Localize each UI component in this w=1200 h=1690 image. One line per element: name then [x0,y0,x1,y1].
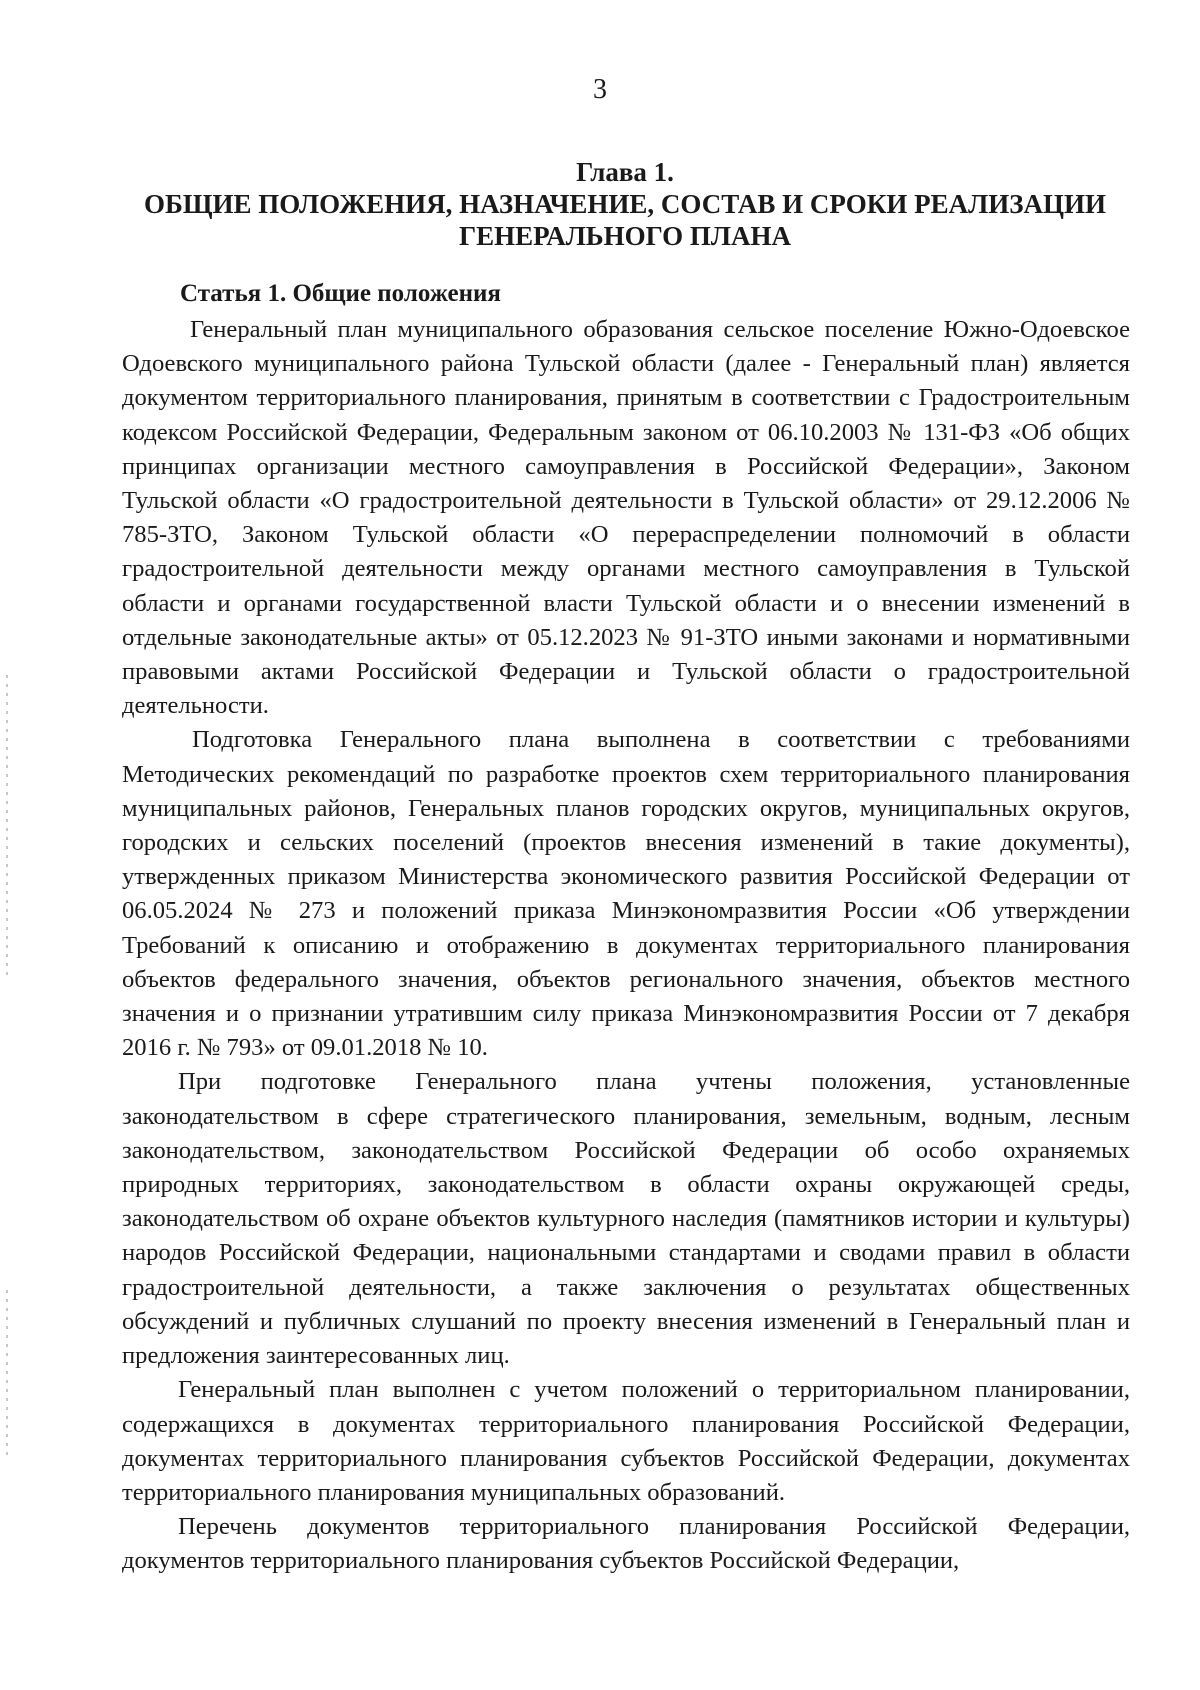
page-number: 3 [593,74,607,105]
chapter-title-line-2: ГЕНЕРАЛЬНОГО ПЛАНА [458,221,792,251]
scan-margin-artifact [6,1290,8,1460]
paragraph: Генеральный план выполнен с учетом положений о территориальном планировании, содержащихся в документах территориального планирования Российской Федерации, документах территориального планирования субъектов Российской Федерации, документах территориального планирования муниципальных образований. [122,1376,1130,1506]
chapter-label: Глава 1. [576,157,674,187]
article-heading: Статья 1. Общие положения [180,280,501,307]
paragraph: Подготовка Генерального плана выполнена в соответствии с требованиями Методических рекомендаций по разработке проектов схем территориального планирования муниципальных районов, Генеральных планов городских округов, муниципальных округов, городских и сельских поселений (проектов внесения изменений в такие документы), утвержденных приказом Министерства экономического развития Российской Федерации от 06.05.2024 № 273 и положений приказа Минэкономразвития России «Об утверждении Требований к описанию и отображению в документах территориального планирования объектов федерального значения, объектов регионального значения, объектов местного значения и о признании утратившим силу приказа Минэкономразвития России от 7 декабря 2016 г. № 793» от 09.01.2018 № 10. [122,726,1130,1062]
chapter-title-line-1: ОБЩИЕ ПОЛОЖЕНИЯ, НАЗНАЧЕНИЕ, СОСТАВ И СРОКИ РЕАЛИЗАЦИИ [144,189,1106,219]
paragraph: При подготовке Генерального плана учтены положения, установленные законодательством в сфере стратегического планирования, земельным, водным, лесным законодательством, законодательством Российской Федерации об особо охраняемых природных территориях, законодательством в области охраны окружающей среды, законодательством об охране объектов культурного наследия (памятников истории и культуры) народов Российской Федерации, национальными стандартами и сводами правил в области градостроительной деятельности, а также заключения о результатах общественных обсуждений и публичных слушаний по проекту внесения изменений в Генеральный план и предложения заинтересованных лиц. [122,1068,1130,1370]
scan-margin-artifact [6,675,8,975]
document-body [122,313,1130,1579]
paragraph: Генеральный план муниципального образования сельское поселение Южно-Одоевское Одоевского муниципального района Тульской области (далее - Генеральный план) является документом территориального планирования, принятым в соответствии с Градостроительным кодексом Российской Федерации, Федеральным законом от 06.10.2003 № 131-ФЗ «Об общих принципах организации местного самоуправления в Российской Федерации», Законом Тульской области «О градостроительной деятельности в Тульской области» от 29.12.2006 № 785-ЗТО, Законом Тульской области «О перераспределении полномочий в области градостроительной деятельности между органами местного самоуправления в Тульской области и органами государственной власти Тульской области и о внесении изменений в отдельные законодательные акты» от 05.12.2023 № 91-ЗТО иными законами и нормативными правовыми актами Российской Федерации и Тульской области о градостроительной деятельности. [122,316,1130,720]
chapter-heading [120,156,1130,252]
paragraph: Перечень документов территориального планирования Российской Федерации, документов территориального планирования субъектов Российской Федерации, [122,1513,1130,1575]
